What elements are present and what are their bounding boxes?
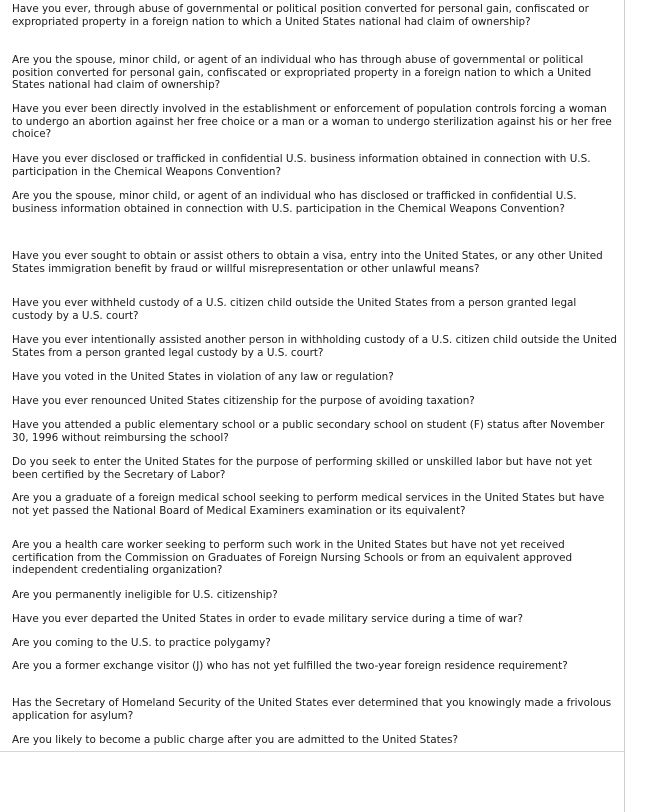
bottom-divider xyxy=(0,751,624,752)
question-text: Are you likely to become a public charge after you are admitted to the United States? xyxy=(12,734,459,746)
question-text: Have you ever renounced United States citizenship for the purpose of avoiding taxation? xyxy=(12,395,475,407)
question-text: Are you a former exchange visitor (J) who has not yet fulfilled the two-year foreign residence requirement? xyxy=(12,660,568,672)
question-text: Have you ever sought to obtain or assist others to obtain a visa, entry into the United States, or any other United States immigration benefit by fraud or willful misrepresentation or other unlawful means? xyxy=(12,250,603,275)
question-text: Has the Secretary of Homeland Security of the United States ever determined that you knowingly made a frivolous application for asylum? xyxy=(12,697,612,722)
question-text: Have you ever intentionally assisted another person in withholding custody of a U.S. citizen child outside the United States from a person granted legal custody by a U.S. court? xyxy=(12,334,617,359)
question-text: Are you a health care worker seeking to perform such work in the United States but have not yet received certification from the Commission on Graduates of Foreign Nursing Schools or from an equivalent approved independent credentialing organization? xyxy=(12,539,573,577)
question-text: Have you ever been directly involved in the establishment or enforcement of population controls forcing a woman to undergo an abortion against her free choice or a man or a woman to undergo sterilization against his or her free choice? xyxy=(12,103,612,141)
question-text: Are you permanently ineligible for U.S. citizenship? xyxy=(12,589,278,601)
question-text: Are you the spouse, minor child, or agent of an individual who has disclosed or trafficked in confidential U.S. business information obtained in connection with U.S. participation in the Chemical Weapons Convention? xyxy=(12,190,577,215)
question-text: Are you a graduate of a foreign medical school seeking to perform medical services in the United States but have not yet passed the National Board of Medical Examiners examination or its equivalent? xyxy=(12,492,605,517)
question-text: Have you attended a public elementary school or a public secondary school on student (F) status after November 30, 1996 without reimbursing the school? xyxy=(12,419,605,444)
question-text: Have you ever disclosed or trafficked in confidential U.S. business information obtained in connection with U.S. participation in the Chemical Weapons Convention? xyxy=(12,153,591,178)
question-text: Have you voted in the United States in violation of any law or regulation? xyxy=(12,371,394,383)
question-text: Do you seek to enter the United States for the purpose of performing skilled or unskilled labor but have not yet been certified by the Secretary of Labor? xyxy=(12,456,592,481)
question-text: Are you coming to the U.S. to practice polygamy? xyxy=(12,637,271,649)
question-text: Have you ever departed the United States in order to evade military service during a time of war? xyxy=(12,613,523,625)
question-text: Have you ever withheld custody of a U.S. citizen child outside the United States from a person granted legal custody by a U.S. court? xyxy=(12,297,577,322)
question-text: Are you the spouse, minor child, or agent of an individual who has through abuse of governmental or political position converted for personal gain, confiscated or expropriated property in a foreign nation to which a United States national had claim of ownership? xyxy=(12,54,592,92)
question-text: Have you ever, through abuse of governmental or political position converted for personal gain, confiscated or expropriated property in a foreign nation to which a United States national had claim of ownership? xyxy=(12,3,589,28)
page-right-border xyxy=(624,0,625,812)
